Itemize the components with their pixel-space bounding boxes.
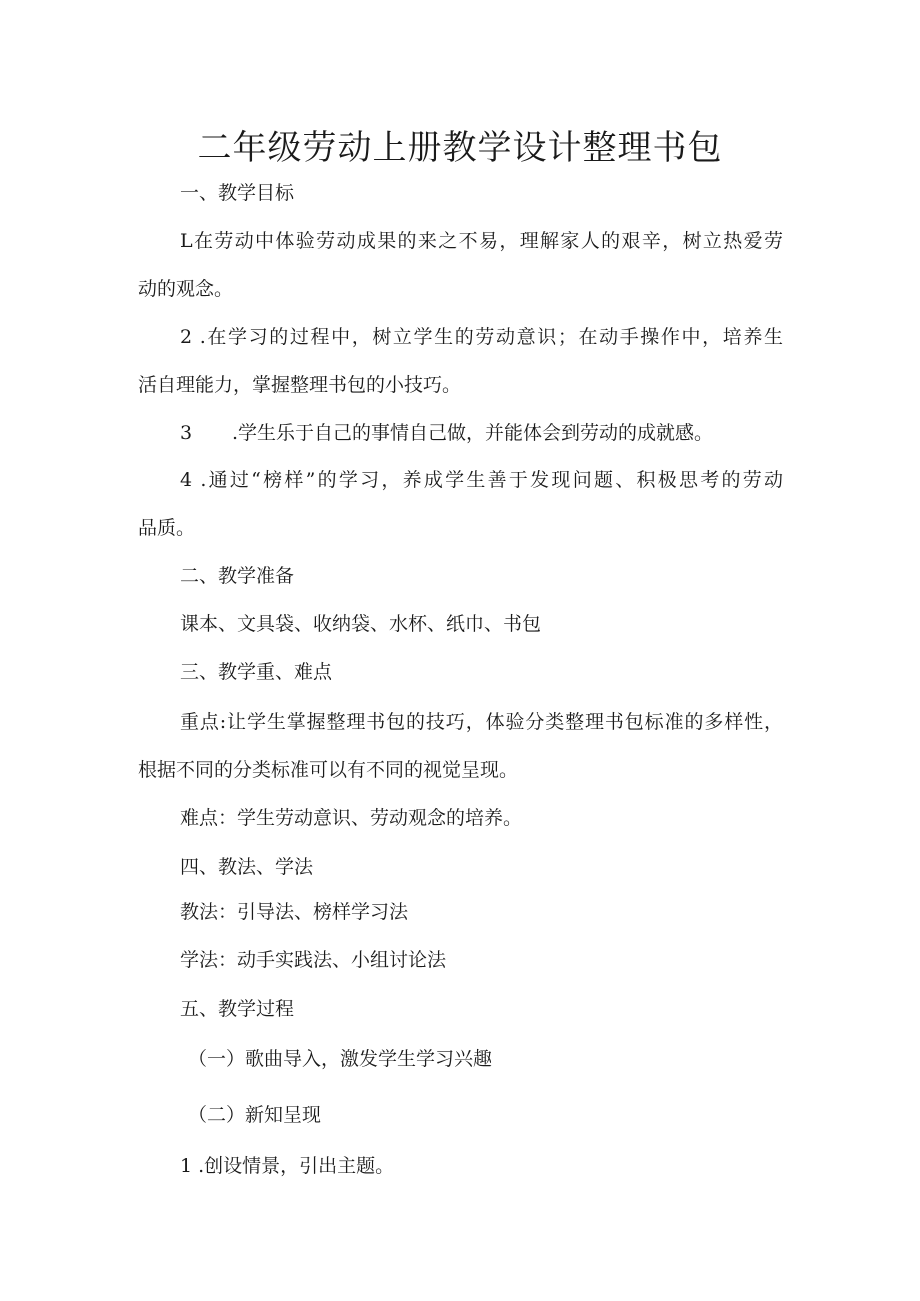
- difficult-point: 难点：学生劳动意识、劳动观念的培养。: [180, 807, 523, 829]
- goal-item-4-line-2: 品质。: [138, 517, 196, 539]
- goal-item-2-line-2: 活自理能力，掌握整理书包的小技巧。: [138, 374, 462, 396]
- process-item-1: 1 .创设情景，引出主题。: [180, 1155, 395, 1177]
- teaching-method: 教法：引导法、榜样学习法: [180, 901, 409, 923]
- process-subsection-2: （二）新知呈现: [188, 1104, 322, 1126]
- preparation-materials: 课本、文具袋、收纳袋、水杯、纸巾、书包: [180, 613, 542, 635]
- goal-item-3: [180, 421, 713, 445]
- goal-item-1-line-1: L在劳动中体验劳动成果的来之不易，理解家人的艰辛，树立热爱劳: [180, 230, 783, 252]
- section-heading-goals: 一、教学目标: [180, 182, 295, 204]
- goal-item-1-line-2: 动的观念。: [138, 278, 234, 300]
- section-heading-process: 五、教学过程: [180, 998, 295, 1020]
- goal-item-3-number: 3: [180, 422, 193, 444]
- document-title: 二年级劳动上册教学设计整理书包: [197, 128, 723, 168]
- section-heading-preparation: 二、教学准备: [180, 565, 295, 587]
- key-point-line-1: 重点:让学生掌握整理书包的技巧，体验分类整理书包标准的多样性，: [180, 711, 783, 733]
- goal-item-2-line-1: 2 .在学习的过程中，树立学生的劳动意识；在动手操作中，培养生: [180, 326, 783, 348]
- key-point-line-2: 根据不同的分类标准可以有不同的视觉呈现。: [138, 759, 519, 781]
- goal-item-4-line-1: 4 .通过“榜样”的学习，养成学生善于发现问题、积极思考的劳动: [180, 469, 783, 491]
- section-heading-key-points: 三、教学重、难点: [180, 661, 333, 683]
- section-heading-methods: 四、教法、学法: [180, 856, 314, 878]
- goal-item-3-text: .学生乐于自己的事情自己做，并能体会到劳动的成就感。: [232, 422, 714, 444]
- learning-method: 学法：动手实践法、小组讨论法: [180, 949, 447, 971]
- process-subsection-1: （一）歌曲导入，激发学生学习兴趣: [188, 1048, 493, 1070]
